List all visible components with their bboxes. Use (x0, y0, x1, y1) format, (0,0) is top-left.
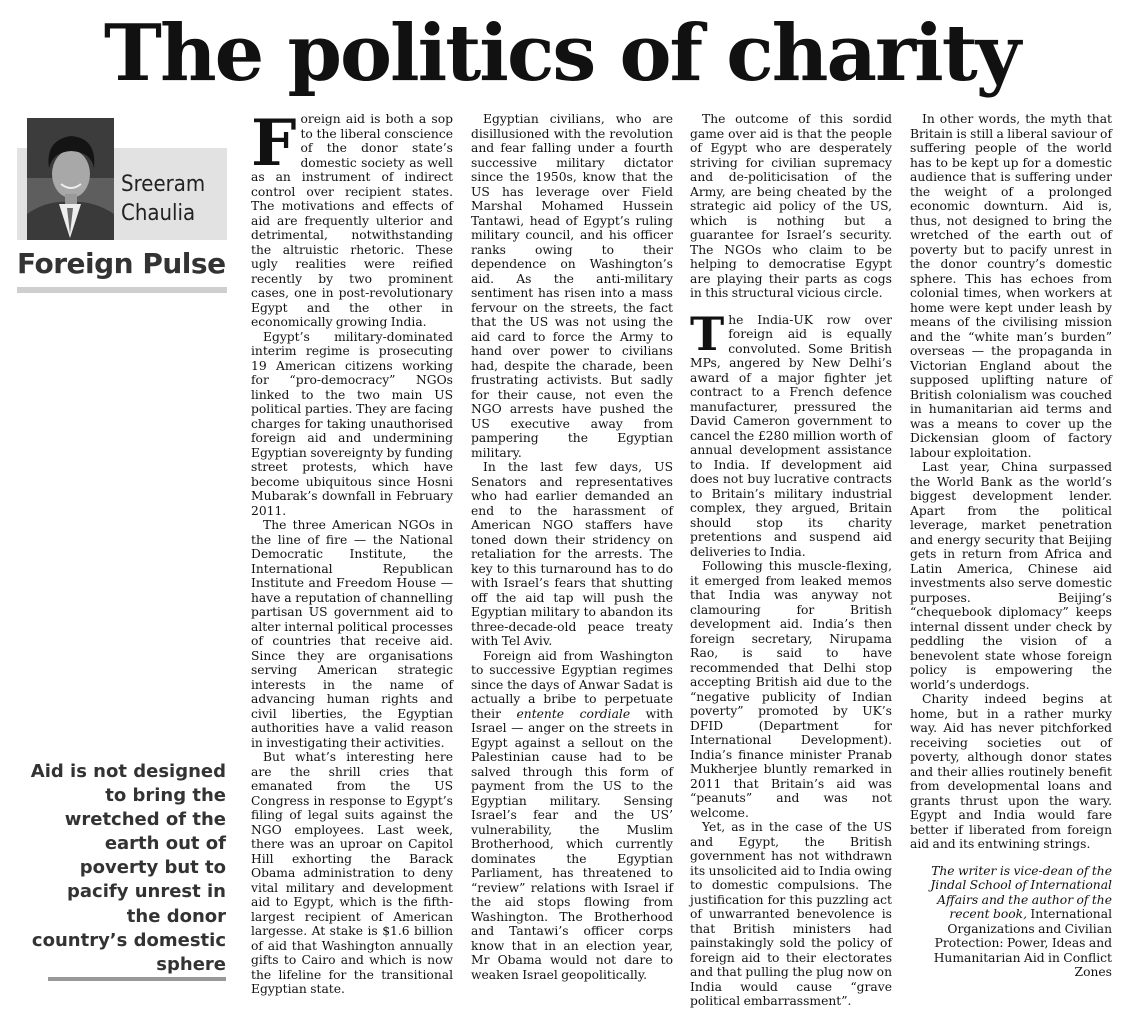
pull-quote-rule (48, 977, 226, 981)
article-paragraph: The India-UK row over foreign aid is equally convoluted. Some British MPs, angered by New Delhi’s award of a major fighter jet contract to a French defence manufacturer, pressured the David Cameron government to cancel the £280 million worth of annual development assistance to India. If development aid does not buy lucrative contracts to Britain’s military industrial complex, they argued, Britain should stop its charity pretentions and suspend aid deliveries to India. (690, 306, 892, 559)
italic-phrase: entente cordiale (516, 706, 631, 721)
article-paragraph: The three American NGOs in the line of fire — the National Democratic Institute, the International Republican Institute and Freedom House — have a reputation of channelling partisan US government aid to alter internal political processes of countries that receive aid. Since they are organisations serving American strategic interests in the name of advancing human rights and civil liberties, the Egyptian authorities have a valid reason in investigating their activities. (251, 518, 453, 750)
article-paragraph: The outcome of this sordid game over aid is that the people of Egypt who are desperately striving for civilian supremacy and de-politicisation of the Army, are being cheated by the strategic aid policy of the US, which is nothing but a guarantee for Israel’s security. The NGOs who claim to be helping to democratise Egypt are playing their parts as cogs in this structural vicious circle. (690, 112, 892, 300)
article-paragraph: In other words, the myth that Britain is still a liberal saviour of suffering people of the world has to be kept up for a domestic audience that is suffering under the weight of a prolonged economic downturn. Aid is, thus, not designed to bring the wretched of the earth out of poverty but to pacify unrest in the donor country’s domestic sphere. This has echoes from colonial times, when workers at home were kept under leash by means of the civilising mission and the “white man’s burden” overseas — the propaganda in Victorian England about the supposed uplifting nature of British colonialism was couched in humanitarian aid terms and was a means to cover up the Dickensian gloom of factory labour exploitation. (910, 112, 1112, 460)
headline: The politics of charity (103, 8, 1020, 99)
article-column-3 (690, 112, 892, 1008)
author-photo (27, 118, 114, 240)
article-column-1 (251, 106, 453, 996)
article-paragraph: Yet, as in the case of the US and Egypt, the British government has not withdrawn its unsolicited aid to India owing to domestic compulsions. The justification for this puzzling act of unwarranted benevolence is that British ministers had painstakingly sold the policy of foreign aid to their electorates and that pulling the plug now on India would cause “grave political embarrassment”. (690, 820, 892, 1008)
article-paragraph: In the last few days, US Senators and representatives who had earlier demanded an end to the harassment of American NGO staffers have toned down their stridency on retaliation for the arrests. The key to this turnaround has to do with Israel’s fears that shutting off the aid tap will push the Egyptian military to abandon its three-decade-old peace treaty with Tel Aviv. (471, 460, 673, 648)
article-paragraph: Foreign aid from Washington to successive Egyptian regimes since the days of Anwar Sadat is actually a bribe to perpetuate their entente cordiale with Israel — anger on the streets in Egypt against a sellout on the Palestinian cause had to be salved through this form of payment from the US to the Egyptian military. Sensing Israel’s fear and the US’ vulnerability, the Muslim Brotherhood, which currently dominates the Egyptian Parliament, has threatened to “review” relations with Israel if the aid stops flowing from Washington. The Brotherhood and Tantawi’s officer corps know that in an election year, Mr Obama would not dare to weaken Israel geopolitically. (471, 648, 673, 982)
article-paragraph: Foreign aid is both a sop to the liberal conscience of the donor state’s domestic society as well as an instrument of indirect control over recipient states. The motivations and effects of aid are frequently ulterior and detrimental, notwithstanding the altruistic rhetoric. These ugly realities were reified recently by two prominent cases, one in post-revolutionary Egypt and the other in economically growing India. (251, 106, 453, 329)
article-paragraph: Last year, China surpassed the World Bank as the world’s biggest development lender. Apart from the political leverage, market penetration and energy security that Beijing gets in return from Africa and Latin America, Chinese aid investments also serve domestic purposes. Beijing’s “chequebook diplomacy” keeps internal dissent under check by peddling the vision of a benevolent state whose foreign policy is empowering the world’s underdogs. (910, 460, 1112, 692)
article-column-2 (471, 112, 673, 990)
author-portrait (27, 118, 114, 240)
article-column-4 (910, 112, 1112, 990)
author-name (121, 170, 216, 228)
author-bio: The writer is vice-dean of the Jindal School of International Affairs and the author of the recent book, International Organizations and Civilian Protection: Power, Ideas and Humanitarian Aid in Conflict Zones (930, 863, 1112, 979)
pull-quote: Aid is not designed to bring the wretched of the earth out of poverty but to pacify unrest in the donor country’s domestic sphere (30, 761, 226, 975)
article-paragraph: Following this muscle-flexing, it emerged from leaked memos that India was anyway not clamouring for British development aid. India’s then foreign secretary, Nirupama Rao, is said to have recommended that Delhi stop accepting British aid due to the “negative publicity of Indian poverty” promoted by UK’s DFID (Department for International Development). India’s finance minister Pranab Mukherjee bluntly remarked in 2011 that Britain’s aid was “peanuts” and was not welcome. (690, 559, 892, 820)
column-name: Foreign Pulse (17, 247, 226, 280)
author-last-name: Chaulia (121, 201, 196, 226)
drop-cap: F (251, 106, 297, 181)
article-paragraph: Egyptian civilians, who are disillusioned with the revolution and fear falling under a fourth successive military dictator since the 1950s, know that the US has leverage over Field Marshal Mohamed Hussein Tantawi, head of Egypt’s ruling military council, and his officer ranks owing to their dependence on Washington’s aid. As the anti-military sentiment has risen into a mass fervour on the streets, the fact that the US was not using the aid card to force the Army to hand over power to civilians had, despite the charade, been frustrating activists. But sadly for their cause, not even the NGO arrests have pushed the US executive away from pampering the Egyptian military. (471, 112, 673, 460)
article-paragraph: Charity indeed begins at home, but in a rather murky way. Aid has never pitchforked receiving societies out of poverty, although donor states and their allies routinely benefit from developmental loans and grants thrust upon the wary. Egypt and India would fare better if liberated from foreign aid and its entwining strings. (910, 692, 1112, 851)
drop-cap: T (690, 306, 725, 361)
article-paragraph: But what’s interesting here are the shrill cries that emanated from the US Congress in response to Egypt’s filing of legal suits against the NGO employees. Last week, there was an uproar on Capitol Hill exhorting the Barack Obama administration to deny vital military and development aid to Egypt, which is the fifth-largest recipient of American largesse. At stake is $1.6 billion of aid that Washington annually gifts to Cairo and which is now the lifeline for the transitional Egyptian state. (251, 750, 453, 996)
column-rule (17, 287, 227, 293)
author-first-name: Sreeram (121, 172, 206, 197)
article-paragraph: Egypt’s military-dominated interim regime is prosecuting 19 American citizens working for “pro-democracy” NGOs linked to the two main US political parties. They are facing charges for taking unauthorised foreign aid and undermining Egyptian sovereignty by funding street protests, which have become ubiquitous since Hosni Mubarak’s downfall in February 2011. (251, 329, 453, 518)
